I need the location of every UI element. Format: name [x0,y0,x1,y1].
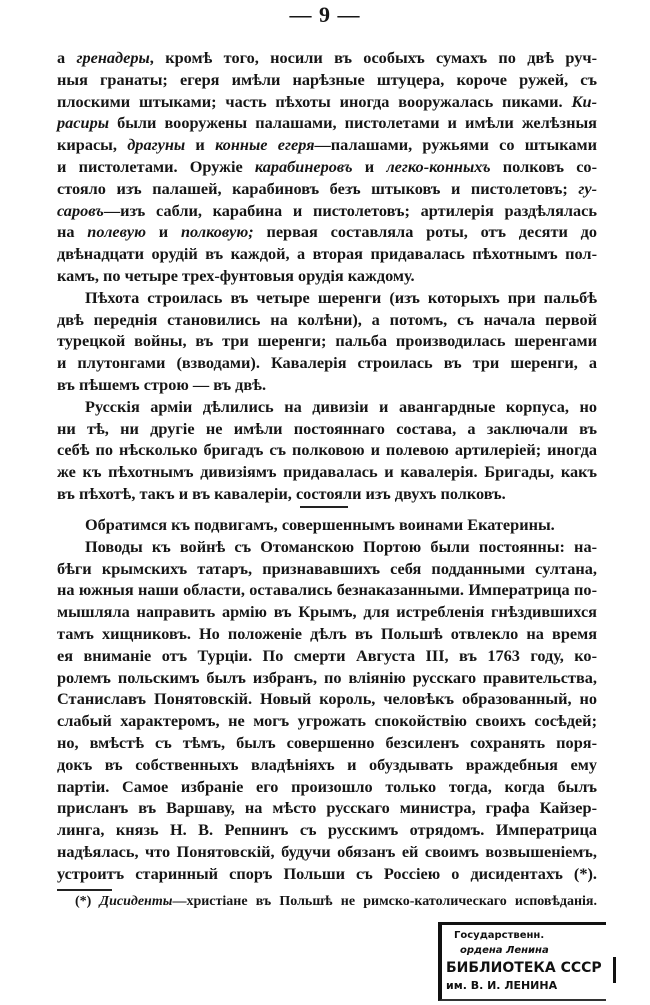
text-line [57,579,597,601]
text-run: были вооружены палашами, пистолетами и имѣли желѣзныя [109,113,597,133]
text-run: надѣялась, что Понятовскій, будучи обязанъ ей своимъ возвышеніемъ, [57,841,597,861]
text-run: мышляла направить армію въ Крымъ, для истребленія гнѣздившихся [57,602,597,622]
text-run: но, вмѣстѣ съ тѣмъ, былъ совершенно безсиленъ сохранять поря- [57,732,597,752]
text-run: въ пѣхотѣ, такъ и въ кавалеріи, состояли изъ двухъ полковъ. [57,483,506,503]
text-line [57,374,597,396]
footnote-mark: (*) [75,894,100,909]
text-line [57,396,597,418]
text-line [57,667,597,689]
text-run: и пистолетами. Оружіе [57,156,255,176]
text-run: Обратимся къ подвигамъ, совершеннымъ воинами Екатерины. [85,515,555,534]
text-run: и [352,156,387,176]
text-run: линга, князь Н. В. Репнинъ съ русскимъ отрядомъ. Императрица [57,820,597,840]
text-run: на [57,222,88,242]
text-run: себѣ по нѣсколько бригадъ съ полковою и полевою артилеріей; иногда [57,440,597,460]
text-run: устроитъ старинный споръ Польши съ Россіею о дисидентахъ (*). [57,863,597,883]
text-run: слабый характеромъ, не могъ угрожать спокойствію своихъ сосѣдей; [57,711,597,731]
text-block-army-organization [57,47,597,505]
text-line [57,439,597,461]
text-run: и плутонгами (взводами). Кавалерія строилась въ три шеренги, а [57,353,597,373]
italic-term: карабинеровъ [254,156,353,176]
text-line [57,287,597,309]
text-run: первая составляла роты, отъ десяти до [253,222,597,242]
text-run: Пѣхота строилась въ четыре шеренги (изъ которыхъ при пальбѣ [85,287,597,307]
text-line [57,178,597,200]
text-line [57,601,597,623]
text-line [57,330,597,352]
text-run: плоскими штыками; часть пѣхоты иногда вооружалась пиками. [57,91,572,111]
text-run: же къ пѣхотнымъ дивизіямъ придавалась и кавалерія. Бригады, какъ [57,462,597,482]
text-run: партіи. Самое избраніе его произошло только тогда, когда былъ [57,776,597,796]
italic-term: легко-конныхъ [386,156,491,176]
text-line [57,710,597,732]
text-run: въ пѣшемъ строю — въ двѣ. [57,374,267,394]
text-line [57,156,597,178]
text-line [57,558,597,580]
footnote-term: Дисиденты [99,894,173,909]
text-run: и [146,222,181,242]
text-line [57,536,597,558]
text-run: Станиславъ Понятовскій. Новый король, человѣкъ образованный, но [57,689,597,709]
stamp-line: БИБЛИОТЕКА СССР [446,960,602,976]
text-run: полковъ со- [490,156,597,176]
footnote [75,893,597,911]
text-run: ныя гранаты; егеря имѣли нарѣзные штуцера, короче ружей, съ [57,69,597,89]
stamp-line: Государственн. [454,930,545,941]
text-run: —изъ сабли, карабина и пистолетовъ; артилерія раздѣлялась [103,200,597,220]
text-line [57,221,597,243]
text-line [57,776,597,798]
italic-term: расиры [57,113,109,133]
text-line [57,134,597,156]
text-line [57,47,597,69]
text-run: и [185,135,216,155]
text-line [57,819,597,841]
page-number: — 9 — [289,2,361,27]
italic-term: саровъ [57,200,104,220]
text-run: турецкой войны, въ три шеренги; пальба производилась шеренгами [57,331,597,351]
italic-term: полевую [87,222,147,242]
text-line [57,841,597,863]
italic-term: конные егеря [215,135,315,155]
text-run: —палашами, ружьями со штыками [314,135,597,155]
italic-term: гу- [578,178,597,198]
text-line [57,418,597,440]
text-run: стояло изъ палашей, карабиновъ безъ штыковъ и пистолетовъ; [57,178,579,198]
stamp-border [613,957,616,983]
text-line [57,309,597,331]
text-block-turkish-war [57,514,597,885]
text-run: кирасы, [57,135,128,155]
text-line [57,797,597,819]
text-line [57,863,597,885]
italic-term: драгуны [127,135,186,155]
text-run: тамъ хищниковъ. Но положеніе дѣлъ въ Польшѣ отвлекло на время [57,623,597,643]
text-line [57,461,597,483]
text-run: а [57,48,77,67]
text-line [57,483,597,505]
text-line [57,645,597,667]
text-line [57,352,597,374]
section-divider [300,506,348,508]
text-run: Русскія арміи дѣлились на дивизіи и авангардные корпуса, но [85,396,597,416]
stamp-line: ордена Ленина [460,945,549,956]
text-run: Поводы къ войнѣ съ Отоманскою Портою были постоянны: на- [85,536,597,556]
text-run: ролемъ польскимъ былъ избранъ, по вліянію русскаго правительства, [57,667,597,687]
italic-term: Ки- [571,91,597,111]
text-run: ея вниманіе отъ Турціи. По смерти Августа III, въ 1763 году, ко- [57,645,597,665]
text-line [57,754,597,776]
footnote-text: —христіане въ Польшѣ не римско-католическаго исповѣданія. [172,894,597,909]
text-run: двѣнадцати орудій въ каждой, а вторая придавалась пѣхотнымъ пол- [57,244,597,264]
text-run: присланъ въ Варшаву, на мѣсто русскаго министра, графа Кайзер- [57,798,597,818]
italic-term: полковую; [180,222,254,242]
text-run: камъ, по четыре трех-фунтовыя орудія каждому. [57,265,415,285]
text-run: двѣ переднія становились на колѣни), а потомъ, съ начала первой [57,309,597,329]
text-run: докъ въ собственныхъ владѣніяхъ и обуздывать враждебныя ему [57,754,597,774]
text-line [57,200,597,222]
text-line [57,623,597,645]
text-run: ни тѣ, ни другіе не имѣли постояннаго состава, а заключали въ [57,418,597,438]
italic-term: гренадеры [76,48,150,67]
text-line [57,91,597,113]
text-run: бѣги крымскихъ татаръ, признававшихъ себя подданными султана, [57,558,597,578]
library-stamp [438,922,606,1001]
stamp-line: им. В. И. ЛЕНИНА [446,979,558,992]
text-line [57,688,597,710]
text-run: на южныя наши области, оставались безнаказанными. Императрица по- [57,580,597,600]
text-line [57,69,597,91]
text-line [57,732,597,754]
text-line [57,514,597,536]
footnote-rule [57,889,112,891]
text-run: , кромѣ того, носили въ особыхъ сумахъ по двѣ руч- [149,48,597,67]
text-line [57,265,597,287]
text-line [57,112,597,134]
text-line [57,243,597,265]
